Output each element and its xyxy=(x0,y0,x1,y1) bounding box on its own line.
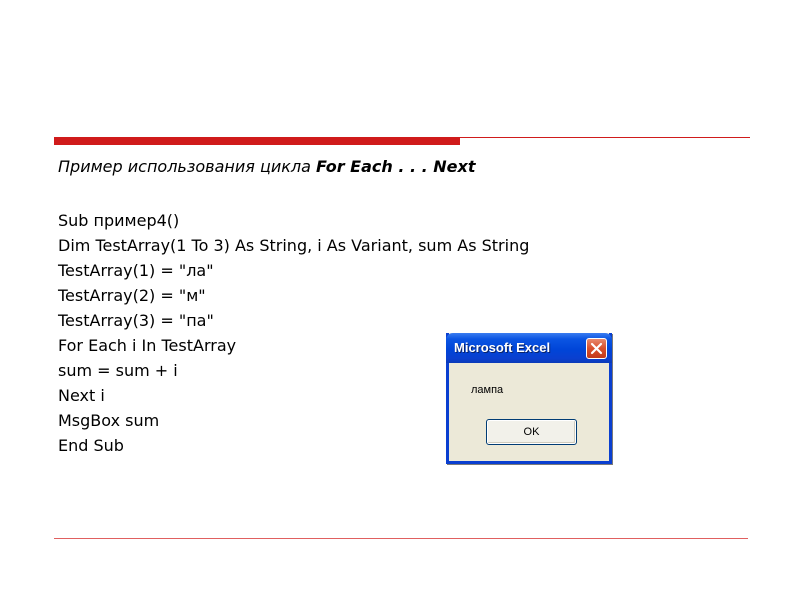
message-box xyxy=(446,333,612,464)
code-line: MsgBox sum xyxy=(58,411,160,430)
heading-keyword: For Each . . . Next xyxy=(316,157,476,176)
heading-text: Пример использования цикла xyxy=(58,157,317,176)
ok-button[interactable]: OK xyxy=(486,419,577,445)
code-line: Next i xyxy=(58,386,105,405)
code-line: For Each i In TestArray xyxy=(58,336,237,355)
slide-heading xyxy=(58,157,475,176)
dialog-titlebar[interactable] xyxy=(446,333,612,363)
code-line: TestArray(2) = "м" xyxy=(58,286,206,305)
dialog-message: лампа xyxy=(471,384,504,396)
code-line: Sub пример4() xyxy=(58,211,180,230)
code-line: Dim TestArray(1 To 3) As String, i As Variant, sum As String xyxy=(58,236,530,255)
close-button[interactable] xyxy=(586,338,607,359)
header-rule-thin xyxy=(460,137,750,138)
code-line: End Sub xyxy=(58,436,124,455)
code-line: TestArray(1) = "ла" xyxy=(58,261,214,280)
close-icon xyxy=(590,342,603,355)
code-line: TestArray(3) = "па" xyxy=(58,311,214,330)
dialog-title: Microsoft Excel xyxy=(454,340,551,355)
footer-rule xyxy=(54,538,748,539)
code-line: sum = sum + i xyxy=(58,361,178,380)
header-rule-thick xyxy=(54,137,460,145)
